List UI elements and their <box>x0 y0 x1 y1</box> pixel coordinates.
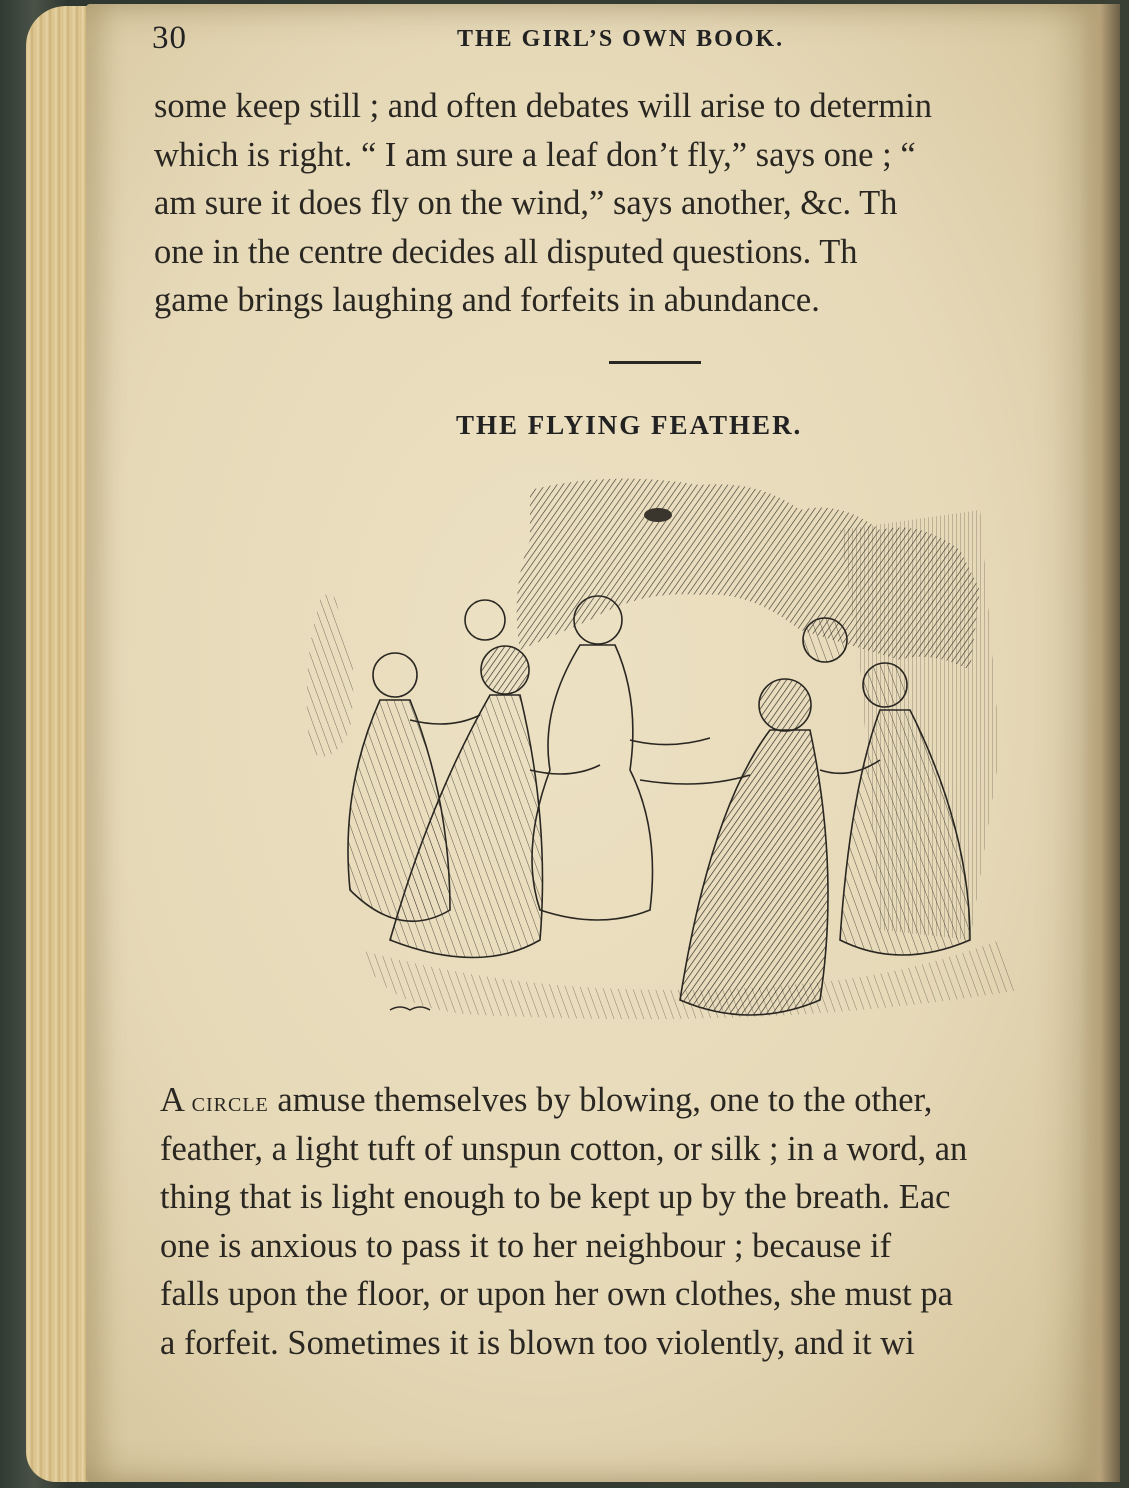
plant-left <box>307 593 354 756</box>
text-line: am sure it does fly on the wind,” says another, &c. Th <box>154 184 898 222</box>
feather-icon <box>644 508 672 522</box>
initial-word-smallcaps: circle <box>191 1087 269 1118</box>
section-title: THE FLYING FEATHER. <box>456 410 803 440</box>
section-divider <box>609 361 701 364</box>
text-line-first <box>160 1076 1105 1125</box>
text-line: falls upon the floor, or upon her own clothes, she must pa <box>160 1275 953 1313</box>
section-paragraph <box>160 1076 1105 1367</box>
continued-paragraph <box>154 82 1104 325</box>
page-number: 30 <box>152 20 187 56</box>
running-head: THE GIRL’S OWN BOOK. <box>457 26 785 52</box>
text-line: a forfeit. Sometimes it is blown too violently, and it wi <box>160 1323 915 1362</box>
text-line: some keep still ; and often debates will arise to determin <box>154 87 932 125</box>
page-header <box>152 20 1082 64</box>
text-line: which is right. “ I am sure a leaf don’t fly,” says one ; “ <box>154 135 916 174</box>
text-line: one is anxious to pass it to her neighbour ; because if <box>160 1226 892 1265</box>
flying-feather-engraving <box>280 470 1040 1030</box>
text-line: one in the centre decides all disputed questions. Th <box>154 232 858 271</box>
initial-word-cap: A <box>160 1081 184 1119</box>
first-line-text: amuse themselves by blowing, one to the other, <box>268 1081 933 1119</box>
text-line: game brings laughing and forfeits in abundance. <box>154 281 820 319</box>
text-line: feather, a light tuft of unspun cotton, or silk ; in a word, an <box>160 1129 968 1168</box>
text-line: thing that is light enough to be kept up by the breath. Eac <box>160 1178 951 1216</box>
ground-detail <box>390 1007 430 1010</box>
